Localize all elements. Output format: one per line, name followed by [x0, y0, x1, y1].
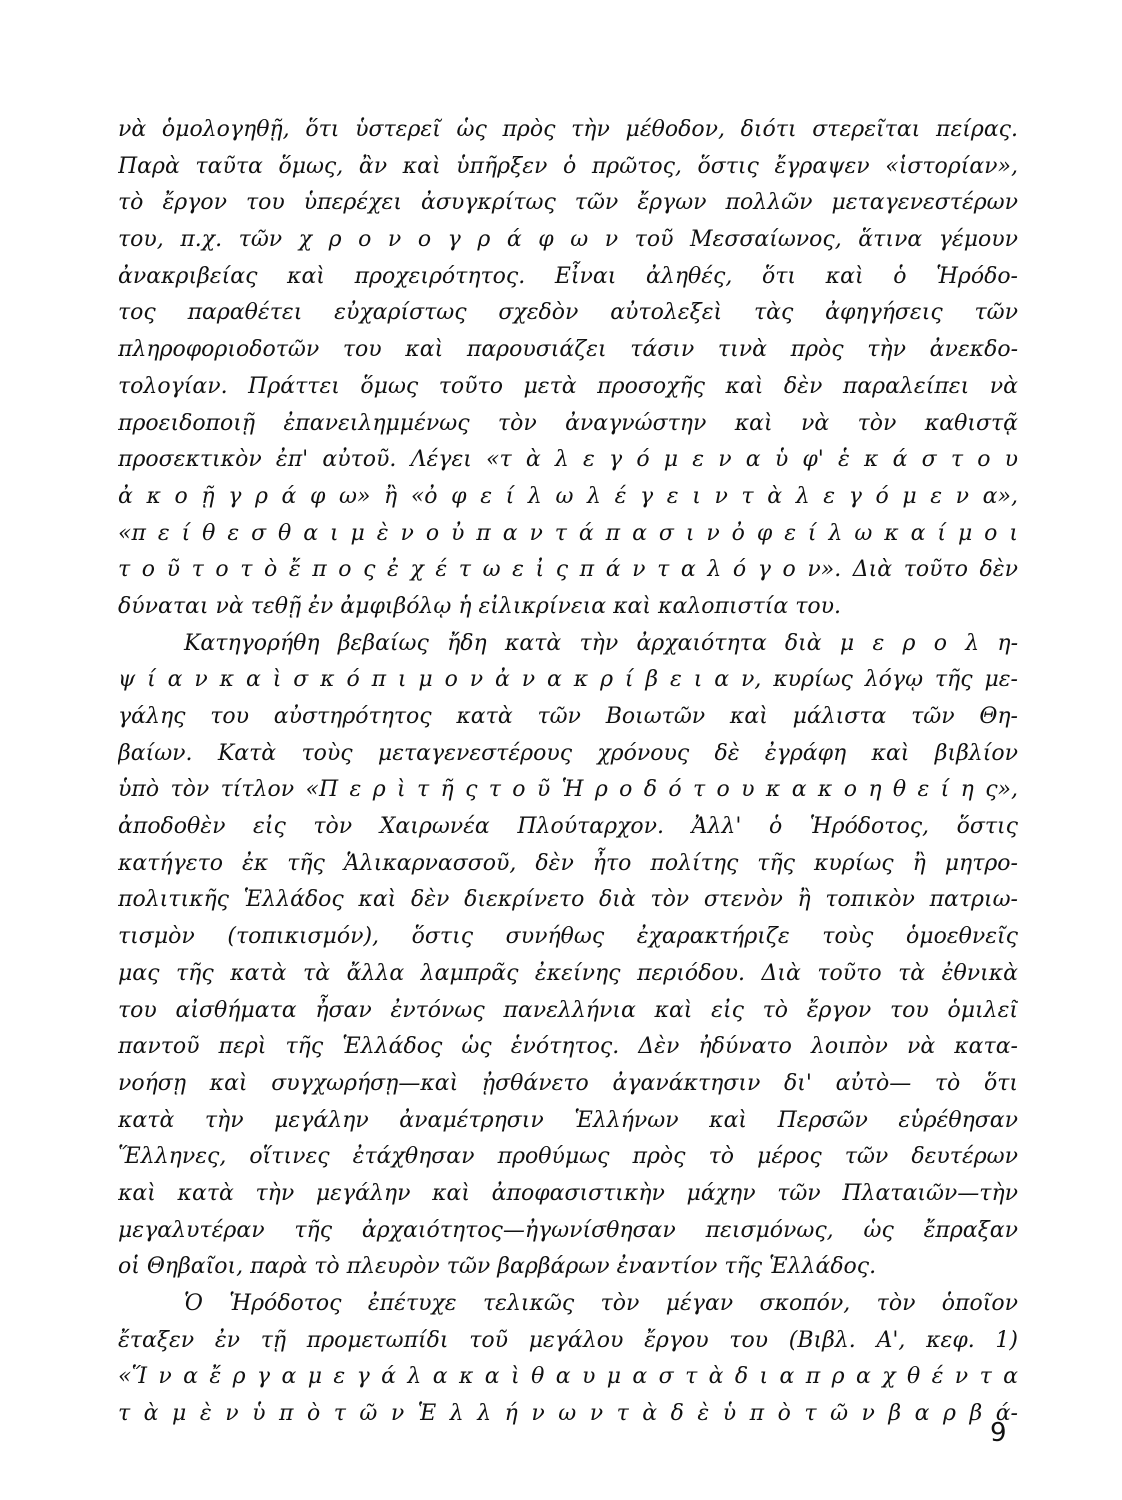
text-line: νὰ ὁμολογηθῇ, ὅτι ὑστερεῖ ὡς πρὸς τὴν μέθοδον, διότι στερεῖται πείρας. — [118, 117, 1018, 142]
page-number: 9 — [990, 1418, 1007, 1448]
text-line: Παρὰ ταῦτα ὅμως, ἂν καὶ ὑπῆρξεν ὁ πρῶτος, ὅστις ἔγραψεν «ἱστορίαν», — [118, 153, 1018, 179]
text-line: πολιτικῆς Ἑλλάδος καὶ δὲν διεκρίνετο διὰ τὸν στενὸν ἢ τοπικὸν πατριω- — [118, 887, 1018, 913]
paragraph-start-line: Ὁ Ἡρόδοτος ἐπέτυχε τελικῶς τὸν μέγαν σκοπόν, τὸν ὁποῖον — [184, 1291, 1018, 1316]
text-line: προσεκτικὸν ἐπ' αὐτοῦ. Λέγει «τ ὰ λ ε γ ό μ ε ν α ὑ φ' ἑ κ ά σ τ ο υ — [118, 447, 1018, 473]
text-line: παντοῦ περὶ τῆς Ἑλλάδος ὡς ἑνότητος. Δὲν ἠδύνατο λοιπὸν νὰ κατα- — [118, 1034, 1018, 1060]
text-line: νοήσῃ καὶ συγχωρήσῃ—καὶ ᾐσθάνετο ἀγανάκτησιν δι' αὐτὸ— τὸ ὅτι — [118, 1070, 1018, 1096]
text-line: τ ο ῦ τ ο τ ὸ ἔ π ο ς ἐ χ έ τ ω ε ἰ ς π ά ν τ α λ ό γ ο ν». Διὰ τοῦτο δὲν — [118, 557, 1018, 583]
text-line: τισμὸν (τοπικισμόν), ὅστις συνήθως ἐχαρακτήριζε τοὺς ὁμοεθνεῖς — [118, 924, 1018, 950]
text-line: τολογίαν. Πράττει ὅμως τοῦτο μετὰ προσοχῆς καὶ δὲν παραλείπει νὰ — [118, 373, 1018, 399]
text-line: μεγαλυτέραν τῆς ἀρχαιότητος—ἠγωνίσθησαν πεισμόνως, ὡς ἔπραξαν — [118, 1217, 1018, 1243]
text-line: ψ ί α ν κ α ὶ σ κ ό π ι μ ο ν ἀ ν α κ ρ ί β ε ι α ν, κυρίως λόγῳ τῆς με- — [118, 667, 1018, 693]
text-line: κατὰ τὴν μεγάλην ἀναμέτρησιν Ἑλλήνων καὶ Περσῶν εὑρέθησαν — [118, 1107, 1018, 1133]
text-line: μας τῆς κατὰ τὰ ἄλλα λαμπρᾶς ἐκείνης περιόδου. Διὰ τοῦτο τὰ ἐθνικὰ — [118, 960, 1018, 986]
text-line: ἀ κ ο ῇ γ ρ ά φ ω» ἢ «ὀ φ ε ί λ ω λ έ γ ε ι ν τ ὰ λ ε γ ό μ ε ν α», — [118, 483, 1018, 509]
text-line: τ ὰ μ ὲ ν ὑ π ὸ τ ῶ ν Ἑ λ λ ή ν ω ν τ ὰ δ ὲ ὑ π ὸ τ ῶ ν β α ρ β ά- — [118, 1401, 1018, 1427]
paragraph-start-line: Κατηγορήθη βεβαίως ἤδη κατὰ τὴν ἀρχαιότητα διὰ μ ε ρ ο λ η- — [184, 630, 1018, 656]
text-line: ὑπὸ τὸν τίτλον «Π ε ρ ὶ τ ῆ ς τ ο ῦ Ἡ ρ ο δ ό τ ο υ κ α κ ο η θ ε ί η ς», — [118, 777, 1018, 803]
text-line: προειδοποιῇ ἐπανειλημμένως τὸν ἀναγνώστην καὶ νὰ τὸν καθιστᾷ — [118, 410, 1018, 436]
text-line: τὸ ἔργον του ὑπερέχει ἀσυγκρίτως τῶν ἔργων πολλῶν μεταγενεστέρων — [118, 190, 1018, 216]
body-text — [118, 112, 1018, 1433]
text-line: «Ἵ ν α ἔ ρ γ α μ ε γ ά λ α κ α ὶ θ α υ μ α σ τ ὰ δ ι α π ρ α χ θ έ ν τ α — [118, 1364, 1018, 1390]
text-line: «π ε ί θ ε σ θ α ι μ ὲ ν ο ὐ π α ν τ ά π α σ ι ν ὀ φ ε ί λ ω κ α ί μ ο ι — [118, 520, 1018, 546]
text-line: τος παραθέτει εὐχαρίστως σχεδὸν αὐτολεξεὶ τὰς ἀφηγήσεις τῶν — [118, 300, 1018, 326]
text-line: του αἰσθήματα ἦσαν ἐντόνως πανελλήνια καὶ εἰς τὸ ἔργον του ὁμιλεῖ — [118, 997, 1018, 1023]
text-line: γάλης του αὐστηρότητος κατὰ τῶν Βοιωτῶν καὶ μάλιστα τῶν Θη- — [118, 704, 1018, 729]
text-line: ἔταξεν ἐν τῇ προμετωπίδι τοῦ μεγάλου ἔργου του (Βιβλ. Α', κεφ. 1) — [118, 1327, 1018, 1353]
text-line: ἀποδοθὲν εἰς τὸν Χαιρωνέα Πλούταρχον. Ἀλλ' ὁ Ἡρόδοτος, ὅστις — [118, 814, 1018, 840]
text-line: πληροφοριοδοτῶν του καὶ παρουσιάζει τάσιν τινὰ πρὸς τὴν ἀνεκδο- — [118, 337, 1018, 363]
text-line: κατήγετο ἐκ τῆς Ἁλικαρνασσοῦ, δὲν ἦτο πολίτης τῆς κυρίως ἢ μητρο- — [118, 850, 1018, 876]
text-line: βαίων. Κατὰ τοὺς μεταγενεστέρους χρόνους δὲ ἐγράφη καὶ βιβλίον — [118, 740, 1018, 766]
text-line: οἱ Θηβαῖοι, παρὰ τὸ πλευρὸν τῶν βαρβάρων ἐναντίον τῆς Ἑλλάδος. — [118, 1254, 877, 1280]
text-line: δύναται νὰ τεθῇ ἐν ἀμφιβόλῳ ἡ εἰλικρίνεια καὶ καλοπιστία του. — [118, 593, 842, 619]
text-line: Ἕλληνες, οἵτινες ἐτάχθησαν προθύμως πρὸς τὸ μέρος τῶν δευτέρων — [118, 1144, 1018, 1170]
text-line: ἀνακριβείας καὶ προχειρότητος. Εἶναι ἀληθές, ὅτι καὶ ὁ Ἡρόδο- — [118, 263, 1018, 289]
text-line: του, π.χ. τῶν χ ρ ο ν ο γ ρ ά φ ω ν τοῦ Μεσσαίωνος, ἅτινα γέμουν — [118, 227, 1018, 253]
text-line: καὶ κατὰ τὴν μεγάλην καὶ ἀποφασιστικὴν μάχην τῶν Πλαταιῶν—τὴν — [118, 1180, 1018, 1206]
